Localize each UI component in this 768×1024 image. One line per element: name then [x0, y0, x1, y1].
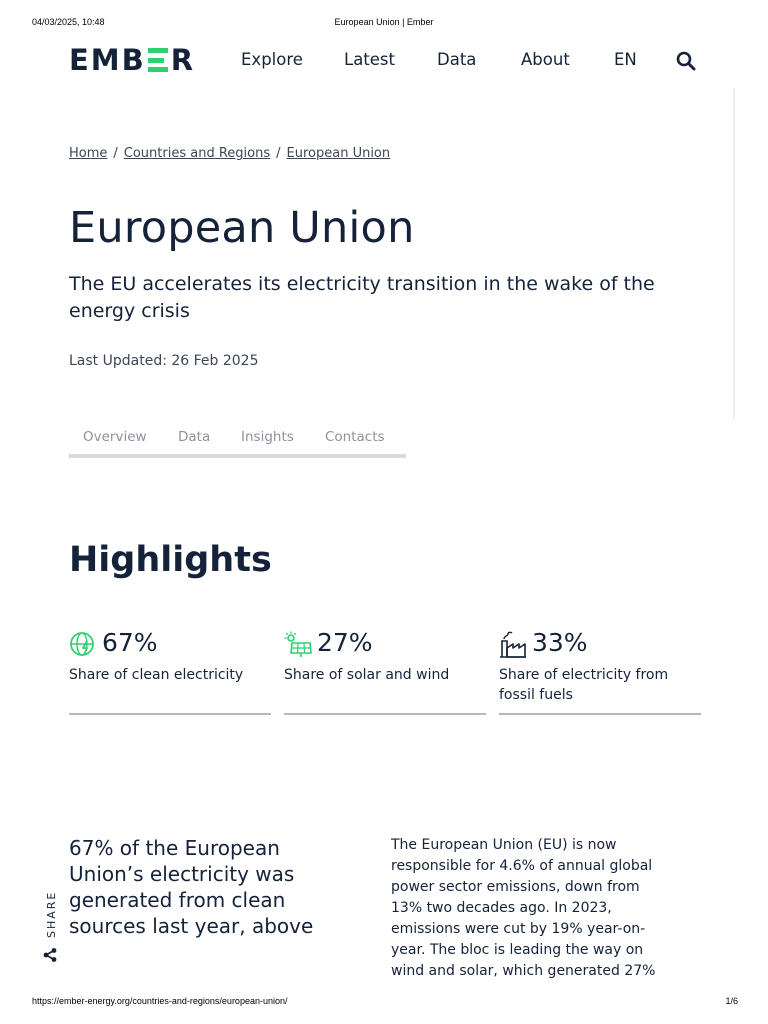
tab-insights[interactable]: Insights: [241, 429, 294, 445]
print-datetime: 04/03/2025, 10:48: [32, 17, 105, 27]
stat-card-fossil: [499, 628, 701, 715]
breadcrumb-home[interactable]: Home: [69, 146, 108, 161]
breadcrumb-countries[interactable]: Countries and Regions: [123, 146, 271, 161]
stat-label: Share of solar and wind: [284, 667, 450, 683]
stat-value: 27%: [317, 628, 373, 657]
top-navbar: [69, 44, 709, 80]
stat-value: 67%: [102, 628, 158, 657]
ember-logo[interactable]: EMB R: [69, 43, 196, 77]
page-title: European Union: [69, 203, 415, 253]
highlights-heading: Highlights: [69, 540, 272, 580]
breadcrumb-current[interactable]: European Union: [286, 146, 391, 161]
section-tabs: [69, 428, 406, 458]
print-footer: [0, 996, 768, 1010]
page-subtitle: The EU accelerates its electricity transition in the wake of the energy crisis: [69, 273, 655, 322]
share-label: SHARE: [45, 890, 58, 938]
last-updated: Last Updated: 26 Feb 2025: [69, 353, 259, 369]
lead-paragraph: 67% of the European Union’s electricity was generated from clean sources last year, above: [69, 836, 314, 938]
share-icon: [43, 948, 57, 962]
globe-bolt-icon: [69, 631, 97, 659]
stat-label: Share of clean electricity: [69, 667, 244, 683]
solar-panel-icon: [284, 631, 312, 659]
tab-data[interactable]: Data: [178, 429, 211, 445]
print-header: [0, 17, 768, 31]
language-selector[interactable]: EN: [614, 50, 637, 69]
tab-contacts[interactable]: Contacts: [325, 429, 385, 445]
breadcrumb-separator: /: [276, 146, 281, 161]
nav-explore[interactable]: Explore: [241, 50, 303, 69]
nav-data[interactable]: Data: [437, 50, 477, 69]
stat-value: 33%: [532, 628, 588, 657]
breadcrumb-separator: /: [113, 146, 118, 161]
factory-icon: [499, 631, 527, 659]
print-document-title: European Union | Ember: [334, 17, 434, 27]
stat-label: Share of electricity from fossil fuels: [499, 667, 669, 703]
search-icon[interactable]: [676, 51, 696, 71]
print-page-number: 1/6: [725, 996, 738, 1006]
stat-card-solar-wind: [284, 628, 486, 715]
scrollbar-track[interactable]: [733, 88, 735, 420]
stat-card-clean: [69, 628, 271, 715]
nav-about[interactable]: About: [521, 50, 570, 69]
breadcrumb: [69, 146, 390, 161]
tab-overview[interactable]: Overview: [83, 429, 147, 445]
body-paragraph: The European Union (EU) is now responsible for 4.6% of annual global power sector emissions, down from 13% two decades ago. In 2023, emissions were cut by 19% year-on-year. The bloc is leading the way on wind and solar, which generated 27%: [391, 837, 656, 979]
share-button[interactable]: [40, 890, 60, 964]
print-url: https://ember-energy.org/countries-and-regions/european-union/: [32, 996, 288, 1006]
logo-e-mark: [148, 48, 168, 72]
nav-latest[interactable]: Latest: [344, 50, 395, 69]
